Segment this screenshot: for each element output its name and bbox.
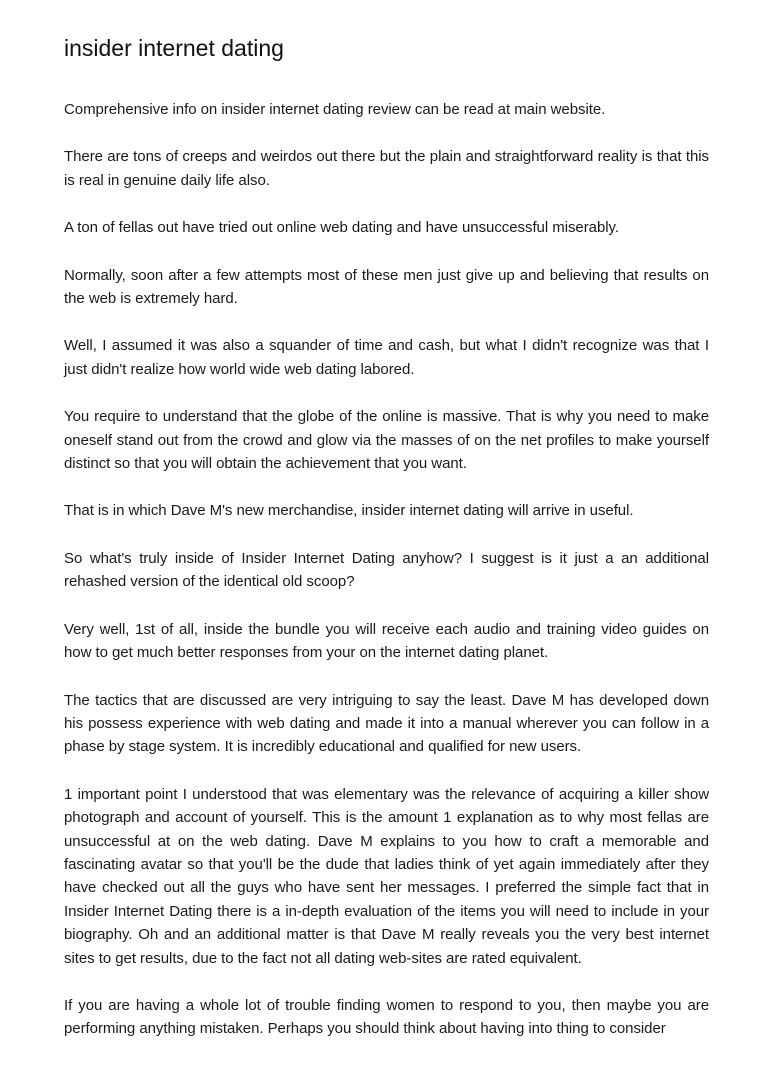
paragraph: You require to understand that the globe of the online is massive. That is why you need to make oneself stand out from the crowd and glow via the masses of on the net profiles to make yourself distinct so that you will obtain the achievement that you want. — [64, 408, 709, 473]
paragraph: If you are having a whole lot of trouble finding women to respond to you, then maybe you are performing anything mistaken. Perhaps you should think about having into thing to consider — [64, 996, 709, 1038]
paragraph: 1 important point I understood that was elementary was the relevance of acquiring a killer show photograph and account of yourself. This is the amount 1 explanation as to why most fellas are unsuccessful at on the web dating. Dave M explains to you how to craft a memorable and fascinating avatar so that you'll be the dude that ladies think of yet again immediately after they have checked out all the guys who have sent her messages. I preferred the simple fact that in Insider Internet Dating there is a in-depth evaluation of the items you will need to include in your biography. Oh and an additional matter is that Dave M really reveals you the very best internet sites to get results, due to the fact not all dating web-sites are rated equivalent. — [64, 785, 709, 967]
document-page — [64, 30, 709, 1065]
paragraph: So what's truly inside of Insider Internet Dating anyhow? I suggest is it just a an additional rehashed version of the identical old scoop? — [64, 549, 709, 591]
paragraph: The tactics that are discussed are very intriguing to say the least. Dave M has developed down his possess experience with web dating and made it into a manual wherever you can follow in a phase by stage system. It is incredibly educational and qualified for new users. — [64, 691, 709, 756]
document-title: insider internet dating — [64, 35, 284, 61]
paragraph: There are tons of creeps and weirdos out there but the plain and straightforward reality is that this is real in genuine daily life also. — [64, 148, 709, 189]
paragraph: Normally, soon after a few attempts most of these men just give up and believing that results on the web is extremely hard. — [64, 266, 709, 308]
paragraph: Very well, 1st of all, inside the bundle you will receive each audio and training video guides on how to get much better responses from your on the internet dating planet. — [64, 620, 709, 662]
paragraph: A ton of fellas out have tried out online web dating and have unsuccessful miserably. — [64, 219, 619, 237]
paragraph: Well, I assumed it was also a squander of time and cash, but what I didn't recognize was that I just didn't realize how world wide web dating labored. — [64, 337, 709, 378]
paragraph: That is in which Dave M's new merchandise, insider internet dating will arrive in useful. — [64, 502, 634, 520]
paragraph: Comprehensive info on insider internet dating review can be read at main website. — [64, 101, 606, 118]
